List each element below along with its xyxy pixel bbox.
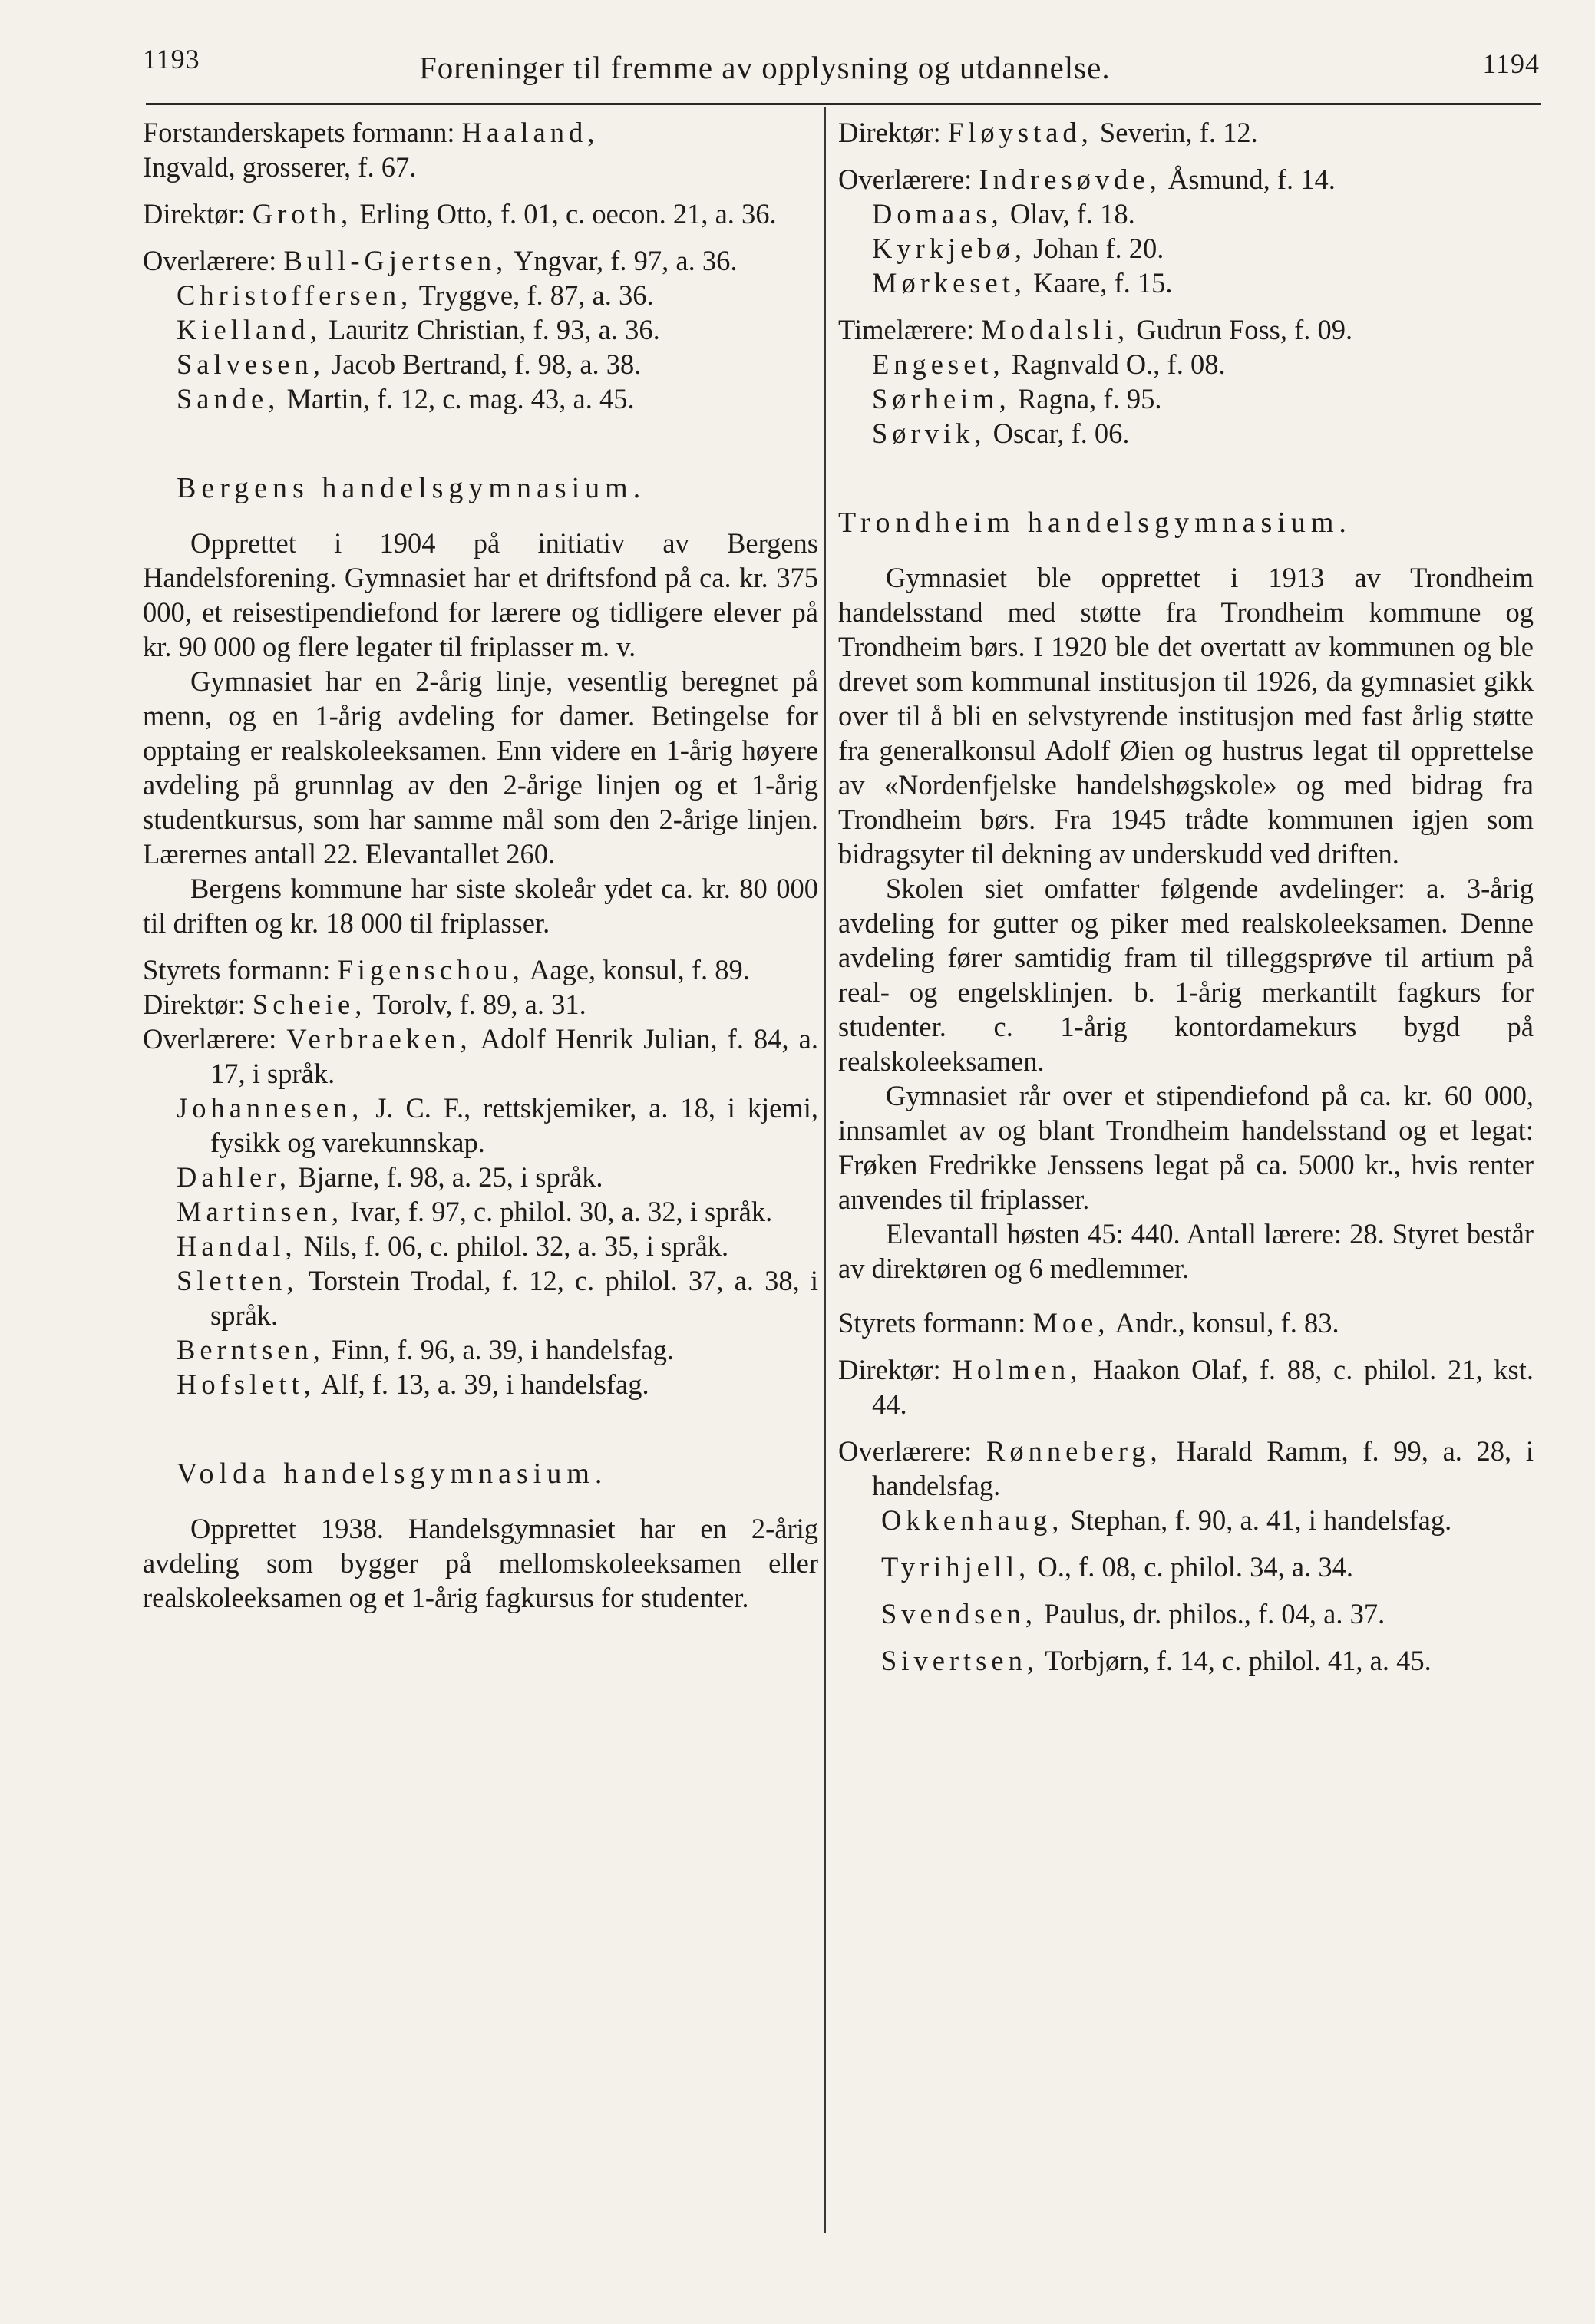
column-divider — [824, 107, 826, 2233]
entry-teacher: Mørkeset, Kaare, f. 15. — [872, 267, 1173, 299]
page-number-right: 1194 — [1482, 48, 1540, 79]
section-heading-bergen: Bergens handelsgymnasium. — [177, 472, 646, 504]
entry-overlaerere: Overlærere: Bull-Gjertsen, Yngvar, f. 97, a. 36. — [143, 245, 738, 276]
entry-teacher: Svendsen, Paulus, dr. philos., f. 04, a. 37. — [881, 1598, 1385, 1629]
paragraph: Opprettet i 1904 på initiativ av Bergens Handelsforening. Gymnasiet har et driftsfond på ca. kr. 375 000, et reisestipendiefond for lærere og tidligere elever på kr. 90 000 og flere legater til friplasser m. v. — [143, 527, 818, 662]
entry-teacher: Salvesen, Jacob Bertrand, f. 98, a. 38. — [177, 348, 642, 380]
entry-overlaerere: Overlærere: Verbraeken, Adolf Henrik Julian, f. 84, a. 17, i språk. — [143, 1023, 818, 1089]
paragraph: Skolen siet omfatter følgende avdelinger: a. 3-årig avdeling for gutter og piker med realskoleeksamen. Denne avdeling fører samtidig fram til tilleggsprøve til artium på real- og engelsklinjen. b. 1-årig merkantilt fagkurs for studenter. c. 1-årig kontordamekurs bygd på realskoleeksamen. — [838, 873, 1534, 1077]
entry-direktor: Direktør: Scheie, Torolv, f. 89, a. 31. — [143, 989, 586, 1020]
entry-teacher: Domaas, Olav, f. 18. — [872, 198, 1135, 229]
running-title: Foreninger til fremme av opplysning og utdannelse. — [419, 50, 1111, 85]
paragraph: Gymnasiet har en 2-årig linje, vesentlig beregnet på menn, og en 1-årig avdeling for damer. Betingelse for opptaing er realskoleeksamen. Enn videre en 1-årig høyere avdeling på grunnlag av den 2-årige linjen og et 1-årig studentkursus, som har samme mål som den 2-årige linjen. Lærernes antall 22. Elevantallet 260. — [143, 665, 818, 870]
entry-timelaerere: Timelærere: Modalsli, Gudrun Foss, f. 09. — [838, 314, 1353, 345]
entry-teacher: Hofslett, Alf, f. 13, a. 39, i handelsfag. — [177, 1368, 649, 1400]
entry-teacher: Sørvik, Oscar, f. 06. — [872, 418, 1130, 449]
paragraph: Elevantall høsten 45: 440. Antall lærere: 28. Styret består av direktøren og 6 medlemmer. — [838, 1218, 1534, 1284]
entry-overlaerere: Overlærere: Indresøvde, Åsmund, f. 14. — [838, 163, 1336, 195]
entry-teacher: Sørheim, Ragna, f. 95. — [872, 383, 1162, 414]
entry-teacher: Kielland, Lauritz Christian, f. 93, a. 36. — [177, 314, 660, 345]
entry-teacher: Engeset, Ragnvald O., f. 08. — [872, 348, 1226, 380]
right-column — [838, 115, 1534, 1678]
entry-teacher: Christoffersen, Tryggve, f. 87, a. 36. — [177, 279, 654, 311]
entry-teacher: Sletten, Torstein Trodal, f. 12, c. philol. 37, a. 38, i språk. — [177, 1265, 818, 1331]
section-heading-volda: Volda handelsgymnasium. — [177, 1457, 608, 1490]
entry-teacher: Okkenhaug, Stephan, f. 90, a. 41, i handelsfag. — [881, 1504, 1452, 1536]
section-heading-trondheim: Trondheim handelsgymnasium. — [838, 507, 1352, 539]
paragraph: Gymnasiet ble opprettet i 1913 av Trondheim handelsstand med støtte fra Trondheim kommune og Trondheim børs. I 1920 ble det overtatt av kommunen og ble drevet som kommunal institusjon til 1926, da gymnasiet gikk over til å bli en selvstyrende institusjon med fast årlig støtte fra generalkonsul Adolf Øien og hustrus legat til opprettelse av «Nordenfjelske handelshøgskole» og med bidrag fra Trondheim børs. Fra 1945 trådte kommunen igjen som bidragsyter til dekning av underskudd ved driften. — [838, 562, 1534, 870]
page-number-left: 1193 — [143, 44, 200, 74]
entry-teacher: Sande, Martin, f. 12, c. mag. 43, a. 45. — [177, 383, 635, 414]
entry-direktor: Direktør: Fløystad, Severin, f. 12. — [838, 117, 1258, 148]
entry-teacher: Berntsen, Finn, f. 96, a. 39, i handelsfag. — [177, 1334, 675, 1365]
entry-teacher: Dahler, Bjarne, f. 98, a. 25, i språk. — [177, 1161, 603, 1193]
entry-teacher: Sivertsen, Torbjørn, f. 14, c. philol. 41, a. 45. — [881, 1645, 1432, 1676]
entry-teacher: Kyrkjebø, Johan f. 20. — [872, 233, 1164, 264]
entry-formann: Styrets formann: Figenschou, Aage, konsul, f. 89. — [143, 954, 750, 985]
entry-formann-cont: Ingvald, grosserer, f. 67. — [143, 151, 417, 183]
entry-direktor: Direktør: Groth, Erling Otto, f. 01, c. oecon. 21, a. 36. — [143, 198, 777, 229]
paragraph: Opprettet 1938. Handelsgymnasiet har en 2-årig avdeling som bygger på mellomskoleeksamen eller realskoleeksamen og et 1-årig fagkursus for studenter. — [143, 1513, 818, 1613]
left-column — [143, 115, 818, 1615]
paragraph: Bergens kommune har siste skoleår ydet ca. kr. 80 000 til driften og kr. 18 000 til friplasser. — [143, 873, 818, 939]
entry-formann: Styrets formann: Moe, Andr., konsul, f. 83. — [838, 1307, 1339, 1339]
entry-teacher: Handal, Nils, f. 06, c. philol. 32, a. 35, i språk. — [177, 1230, 729, 1262]
header-rule — [146, 103, 1541, 105]
entry-overlaerere: Overlærere: Rønneberg, Harald Ramm, f. 99, a. 28, i handelsfag. — [838, 1435, 1534, 1501]
entry-teacher: Johannesen, J. C. F., rettskjemiker, a. 18, i kjemi, fysikk og varekunnskap. — [177, 1092, 818, 1158]
entry-teacher: Tyrihjell, O., f. 08, c. philol. 34, a. 34. — [881, 1551, 1354, 1583]
entry-formann: Forstanderskapets formann: Haaland, — [143, 117, 599, 148]
entry-teacher: Martinsen, Ivar, f. 97, c. philol. 30, a. 32, i språk. — [177, 1196, 773, 1227]
entry-direktor: Direktør: Holmen, Haakon Olaf, f. 88, c. philol. 21, kst. 44. — [838, 1354, 1534, 1420]
paragraph: Gymnasiet rår over et stipendiefond på ca. kr. 60 000, innsamlet av og blant Trondheim handelsstand og et legat: Frøken Fredrikke Jenssens legat på ca. 5000 kr., hvis renter anvendes til friplasser. — [838, 1080, 1534, 1215]
page-header — [143, 43, 1540, 104]
